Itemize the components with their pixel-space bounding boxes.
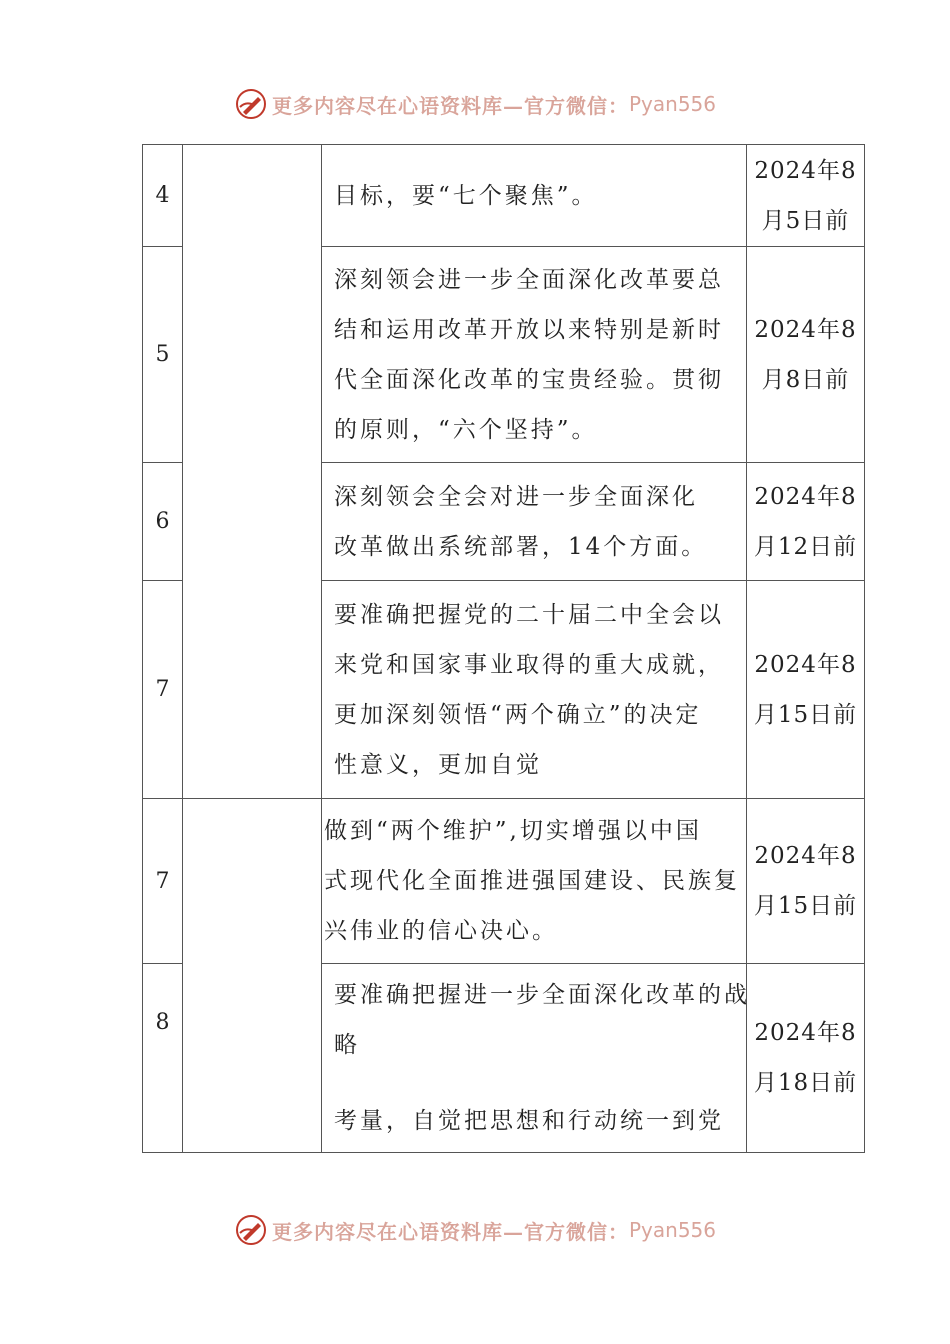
date-line: 2024年8: [754, 843, 857, 869]
banner-wechat-id: Pyan556: [628, 92, 716, 116]
date-cell: [747, 581, 865, 799]
row-number: 4: [143, 145, 183, 247]
pen-logo-icon: [234, 1213, 268, 1247]
row-number: 5: [143, 247, 183, 463]
content-line: 要准确把握进一步全面深化改革的战: [334, 982, 750, 1008]
content-line: 更加深刻领悟“两个确立”的决定: [334, 701, 702, 728]
content-cell: [322, 463, 747, 581]
table-row: [143, 799, 865, 964]
date-cell: [747, 799, 865, 964]
row-number: 7: [143, 799, 183, 964]
date-line: 月18日前: [753, 1070, 858, 1096]
date-line: 月15日前: [753, 701, 858, 728]
date-line: 2024年8: [754, 1020, 857, 1046]
content-line: 改革做出系统部署，14个方面。: [334, 533, 708, 560]
content-line: 略: [334, 1032, 360, 1058]
content-line: 要准确把握党的二十届二中全会以: [334, 601, 724, 628]
date-line: 2024年8: [754, 157, 857, 184]
content-line: 考量，自觉把思想和行动统一到党: [334, 1108, 724, 1134]
row-number: 7: [143, 581, 183, 799]
content-cell: [322, 247, 747, 463]
date-line: 2024年8: [754, 651, 857, 678]
pen-logo-icon: [234, 87, 268, 121]
date-cell: [747, 964, 865, 1153]
content-line: 兴伟业的信心决心。: [324, 918, 558, 944]
blank-cell: [183, 799, 322, 1153]
date-cell: [747, 247, 865, 463]
content-cell: [322, 964, 750, 1153]
content-cell: [322, 145, 747, 247]
content-line: 做到“两个维护”,切实增强以中国: [324, 818, 702, 844]
row-number: 8: [143, 964, 183, 1153]
header-banner: [0, 84, 950, 124]
schedule-table: [142, 144, 865, 1153]
banner-wechat-id: Pyan556: [628, 1218, 716, 1242]
content-cell: [322, 581, 747, 799]
content-line: 代全面深化改革的宝贵经验。贯彻: [334, 366, 724, 393]
date-line: 月12日前: [753, 533, 858, 560]
content-line: 目标，要“七个聚焦”。: [334, 182, 598, 209]
blank-cell: [183, 145, 322, 799]
content-line: 深刻领会进一步全面深化改革要总: [334, 266, 724, 293]
date-line: 月8日前: [761, 366, 850, 393]
date-line: 月5日前: [761, 207, 850, 234]
banner-ad-text: 更多内容尽在心语资料库—官方微信：: [271, 1219, 629, 1244]
date-cell: [747, 145, 865, 247]
content-line: 的原则，“六个坚持”。: [334, 416, 598, 443]
date-cell: [747, 463, 865, 581]
date-line: 2024年8: [754, 483, 857, 510]
banner-ad-text: 更多内容尽在心语资料库—官方微信：: [271, 93, 629, 118]
date-line: 2024年8: [754, 316, 857, 343]
table-row: [143, 145, 865, 247]
footer-banner: [0, 1210, 950, 1250]
content-line: 性意义，更加自觉: [334, 751, 542, 778]
content-line: 式现代化全面推进强国建设、民族复: [324, 868, 740, 894]
content-line: 结和运用改革开放以来特别是新时: [334, 316, 724, 343]
content-line: 来党和国家事业取得的重大成就，: [334, 651, 724, 678]
content-cell: [322, 799, 747, 964]
row-number: 6: [143, 463, 183, 581]
content-line: 深刻领会全会对进一步全面深化: [334, 483, 698, 510]
date-line: 月15日前: [753, 893, 858, 919]
